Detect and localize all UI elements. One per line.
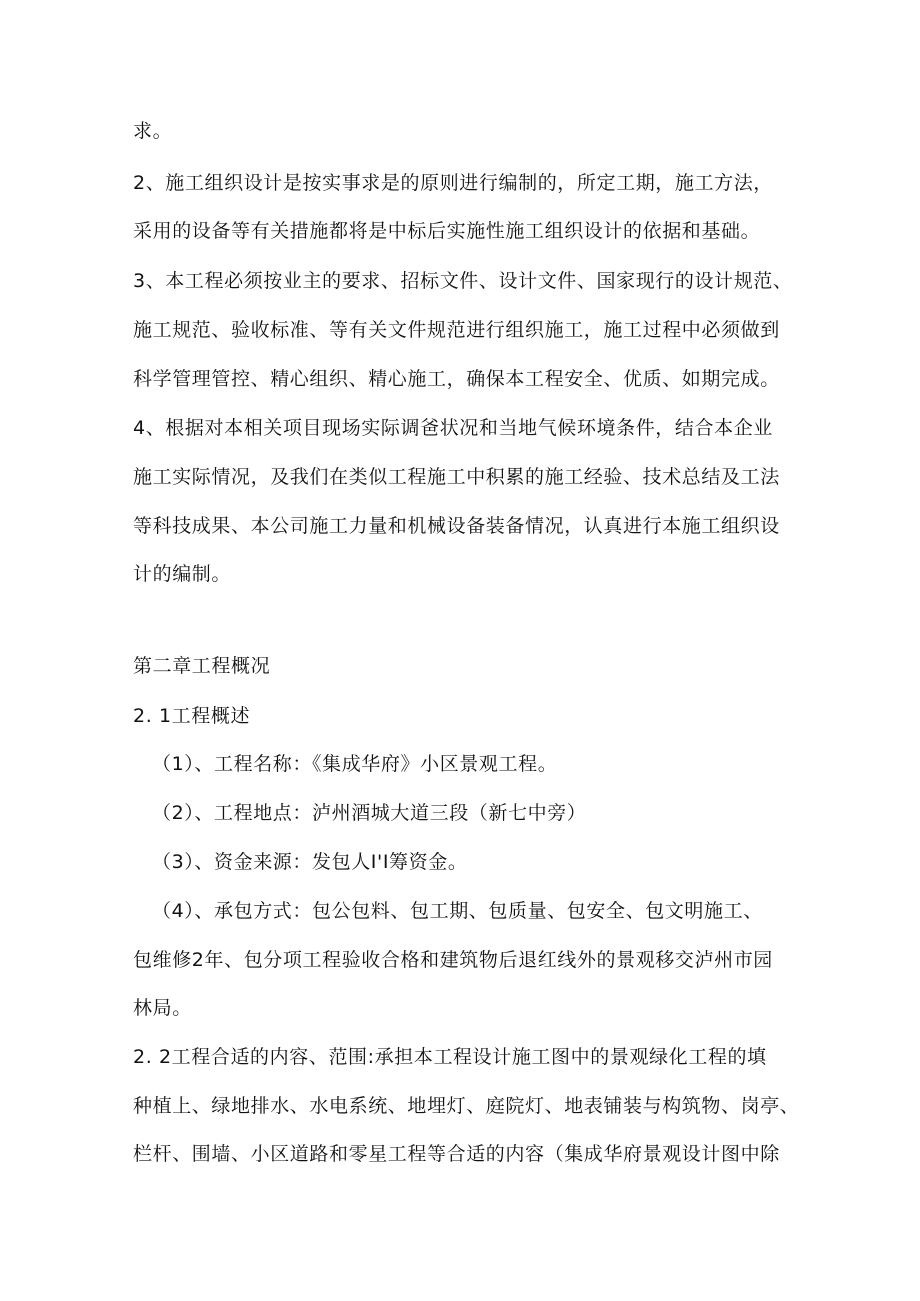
section-heading: 2. 1工程概述 bbox=[133, 705, 251, 727]
chapter-heading: 第二章工程概况 bbox=[133, 655, 271, 677]
section-heading: 2. 2工程合适的内容、范围:承担本工程设计施工图中的景观绿化工程的填 bbox=[133, 1046, 767, 1068]
list-item: （1）、工程名称：《集成华府》小区景观工程。 bbox=[152, 753, 558, 775]
list-item: （4）、承包方式：包公包料、包工期、包质量、包安全、包文明施工、 bbox=[152, 900, 763, 922]
text-line: 3、本工程必须按业主的要求、招标文件、设计文件、国家现行的设计规范、 bbox=[133, 270, 793, 292]
text-line: 施工规范、验收标准、等有关文件规范进行组织施工，施工过程中必须做到 bbox=[133, 319, 780, 341]
text-line: 等科技成果、本公司施工力量和机械设备装备情况，认真进行本施工组织设 bbox=[133, 515, 780, 537]
text-line: 施工实际情况，及我们在类似工程施工中积累的施工经验、技术总结及工法 bbox=[133, 466, 780, 488]
text-line: 科学管理管控、精心组织、精心施工，确保本工程安全、优质、如期完成。 bbox=[133, 368, 780, 390]
text-line: 2、施工组织设计是按实事求是的原则进行编制的，所定工期，施工方法， bbox=[133, 172, 773, 194]
list-item: （2）、工程地点：泸州酒城大道三段（新七中旁） bbox=[152, 802, 587, 824]
text-line: 栏杆、围墙、小区道路和零星工程等合适的内容（集成华府景观设计图中除 bbox=[133, 1143, 780, 1165]
text-line: 采用的设备等有关措施都将是中标后实施性施工组织设计的依据和基础。 bbox=[133, 220, 761, 242]
text-line: 4、根据对本相关项目现场实际调爸状况和当地气候环境条件，结合本企业 bbox=[133, 417, 773, 439]
list-item: （3）、资金来源：发包人I'I筹资金。 bbox=[152, 851, 468, 873]
text-line: 求。 bbox=[133, 120, 173, 142]
text-line: 计的编制。 bbox=[133, 563, 232, 585]
text-line: 林局。 bbox=[133, 997, 192, 1019]
text-line: 种植上、绿地排水、水电系统、地埋灯、庭院灯、地表铺装与构筑物、岗亭、 bbox=[133, 1095, 800, 1117]
text-line: 包维修2年、包分项工程验收合格和建筑物后退红线外的景观移交泸州市园 bbox=[133, 949, 773, 971]
